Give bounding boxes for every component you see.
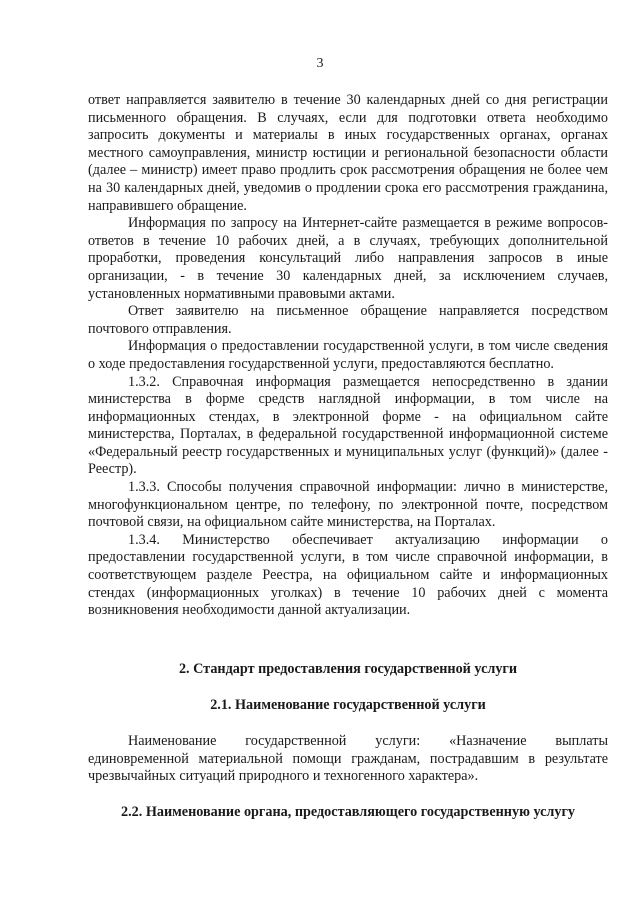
section-2-1-paragraph: Наименование государственной услуги: «Назначение выплаты единовременной материальной помощи гражданам, пострадавшим в результате чрезвычайных ситуаций природного и техногенного характера».: [88, 733, 608, 785]
paragraph-4: Информация о предоставлении государственной услуги, в том числе сведения о ходе предоставления государственной услуги, предоставляются бесплатно.: [88, 338, 608, 372]
section-2-1-body: [88, 733, 608, 786]
section-2-2-heading: 2.2. Наименование органа, предоставляющего государственную услугу: [120, 804, 576, 820]
paragraph-7: 1.3.4. Министерство обеспечивает актуализацию информации о предоставлении государственной услуги, в том числе справочной информации, в соответствующем разделе Реестра, на официальном сайте и информационных стендах (информационных уголках) в течение 10 рабочих дней с момента возникновения необходимости данной актуализации.: [88, 531, 608, 619]
paragraph-5: 1.3.2. Справочная информация размещается непосредственно в здании министерства в форме средств наглядной информации, в том числе на информационных стендах, в электронной форме - на официальном сайте министерства, Порталах, в федеральной государственной информационной системе «Федеральный реестр государственных и муниципальных услуг (функций)» (далее - Реестр).: [88, 373, 608, 478]
body-text: [88, 92, 608, 620]
paragraph-6: 1.3.3. Способы получения справочной информации: лично в министерстве, многофункциональном центре, по телефону, по электронной почте, посредством почтовой связи, на официальном сайте министерства, на Порталах.: [88, 479, 608, 531]
page-number: 3: [316, 56, 324, 71]
section-2-heading: 2. Стандарт предоставления государственной услуги: [178, 661, 518, 677]
paragraph-3: Ответ заявителю на письменное обращение направляется посредством почтового отправления.: [88, 303, 608, 337]
section-2-1-heading: 2.1. Наименование государственной услуги: [210, 697, 486, 713]
paragraph-1: ответ направляется заявителю в течение 30 календарных дней со дня регистрации письменного обращения. В случаях, если для подготовки ответа необходимо запросить документы и материалы в иных государственных органах, органах местного самоуправления, министр юстиции и региональной безопасности области (далее – министр) имеет право продлить срок рассмотрения обращения не более чем на 30 календарных дней, уведомив о продлении срока его рассмотрения гражданина, направившего обращение.: [88, 92, 608, 214]
paragraph-2: Информация по запросу на Интернет-сайте размещается в режиме вопросов-ответов в течение 10 рабочих дней, а в случаях, требующих дополнительной проработки, проведения консультаций либо направления запросов в иные организации, - в течение 30 календарных дней, за исключением случаев, установленных нормативными правовыми актами.: [88, 215, 608, 302]
